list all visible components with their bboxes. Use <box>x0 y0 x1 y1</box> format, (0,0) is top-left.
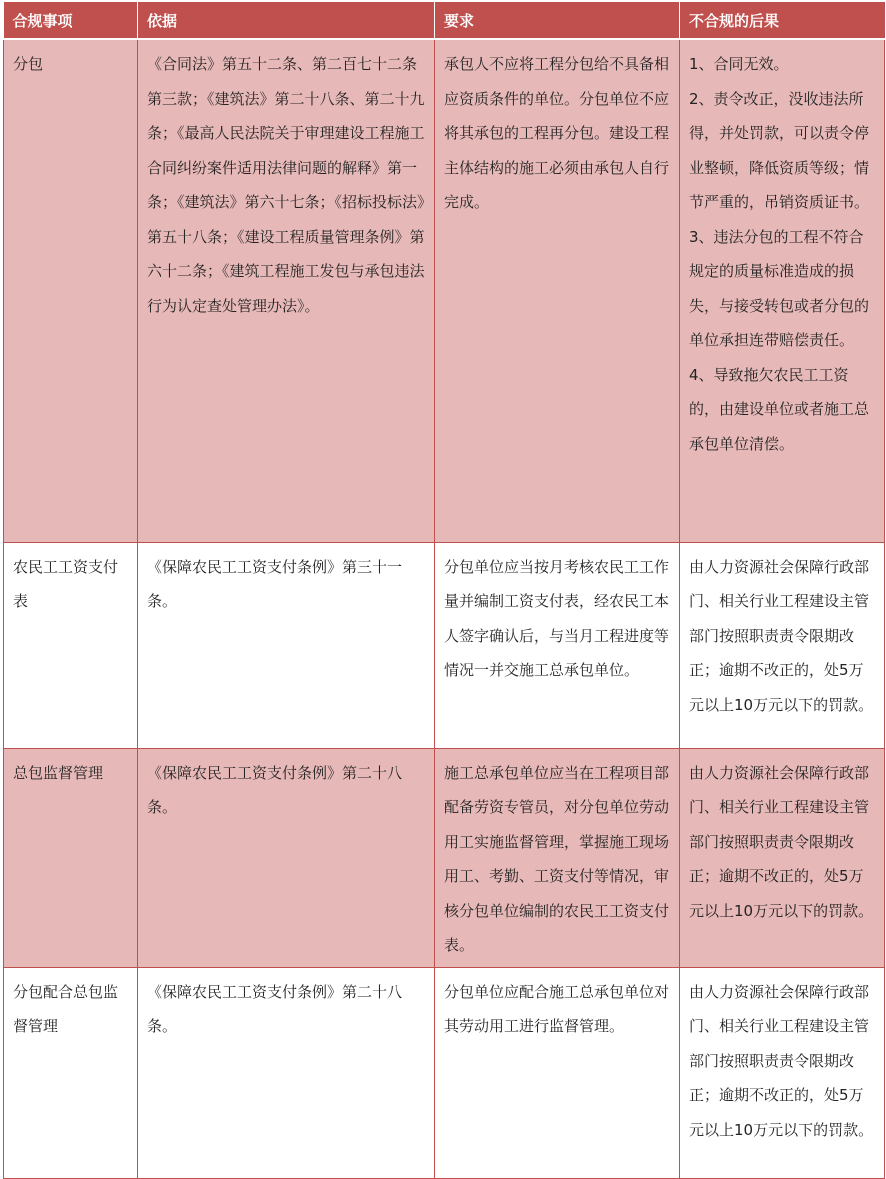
header-basis: 依据 <box>138 2 435 39</box>
table-row <box>4 542 885 748</box>
cell-consequence <box>680 748 885 967</box>
cell-item: 农民工工资支付表 <box>4 542 138 748</box>
table-row <box>4 967 885 1178</box>
table-row <box>4 39 885 542</box>
header-consequence: 不合规的后果 <box>680 2 885 39</box>
header-row <box>4 2 885 39</box>
cell-requirement: 施工总承包单位应当在工程项目部配备劳资专管员，对分包单位劳动用工实施监督管理，掌握施工现场用工、考勤、工资支付等情况，审核分包单位编制的农民工工资支付表。 <box>435 748 680 967</box>
cell-item: 总包监督管理 <box>4 748 138 967</box>
cell-requirement: 分包单位应配合施工总承包单位对其劳动用工进行监督管理。 <box>435 967 680 1178</box>
consequence-item: 2、责令改正，没收违法所得，并处罚款，可以责令停业整顿，降低资质等级；情节严重的，吊销资质证书。 <box>689 89 870 211</box>
table-row <box>4 748 885 967</box>
cell-basis: 《合同法》第五十二条、第二百七十二条第三款；《建筑法》第二十八条、第二十九条；《最高人民法院关于审理建设工程施工合同纠纷案件适用法律问题的解释》第一条；《建筑法》第六十七条；《招标投标法》第五十八条；《建设工程质量管理条例》第六十二条；《建筑工程施工发包与承包违法行为认定查处管理办法》。 <box>138 39 435 542</box>
consequence-item: 由人力资源社会保障行政部门、相关行业工程建设主管部门按照职责责令限期改正；逾期不改正的，处5万元以上10万元以下的罚款。 <box>689 763 874 920</box>
consequence-item: 1、合同无效。 <box>689 55 789 73</box>
cell-consequence <box>680 967 885 1178</box>
compliance-table-container <box>3 2 884 1179</box>
header-item: 合规事项 <box>4 2 138 39</box>
header-requirement: 要求 <box>435 2 680 39</box>
cell-consequence <box>680 542 885 748</box>
consequence-item: 由人力资源社会保障行政部门、相关行业工程建设主管部门按照职责责令限期改正；逾期不改正的，处5万元以上10万元以下的罚款。 <box>689 557 874 714</box>
cell-item: 分包 <box>4 39 138 542</box>
cell-consequence <box>680 39 885 542</box>
consequence-item: 4、导致拖欠农民工工资的，由建设单位或者施工总承包单位清偿。 <box>689 365 870 453</box>
compliance-table <box>3 2 885 1179</box>
consequence-item: 由人力资源社会保障行政部门、相关行业工程建设主管部门按照职责责令限期改正；逾期不改正的，处5万元以上10万元以下的罚款。 <box>689 982 874 1139</box>
cell-basis: 《保障农民工工资支付条例》第二十八条。 <box>138 748 435 967</box>
cell-item: 分包配合总包监督管理 <box>4 967 138 1178</box>
consequence-item: 3、违法分包的工程不符合规定的质量标准造成的损失，与接受转包或者分包的单位承担连带赔偿责任。 <box>689 227 870 349</box>
cell-basis: 《保障农民工工资支付条例》第三十一条。 <box>138 542 435 748</box>
cell-basis: 《保障农民工工资支付条例》第二十八条。 <box>138 967 435 1178</box>
cell-requirement: 分包单位应当按月考核农民工工作量并编制工资支付表，经农民工本人签字确认后，与当月工程进度等情况一并交施工总承包单位。 <box>435 542 680 748</box>
cell-requirement: 承包人不应将工程分包给不具备相应资质条件的单位。分包单位不应将其承包的工程再分包。建设工程主体结构的施工必须由承包人自行完成。 <box>435 39 680 542</box>
